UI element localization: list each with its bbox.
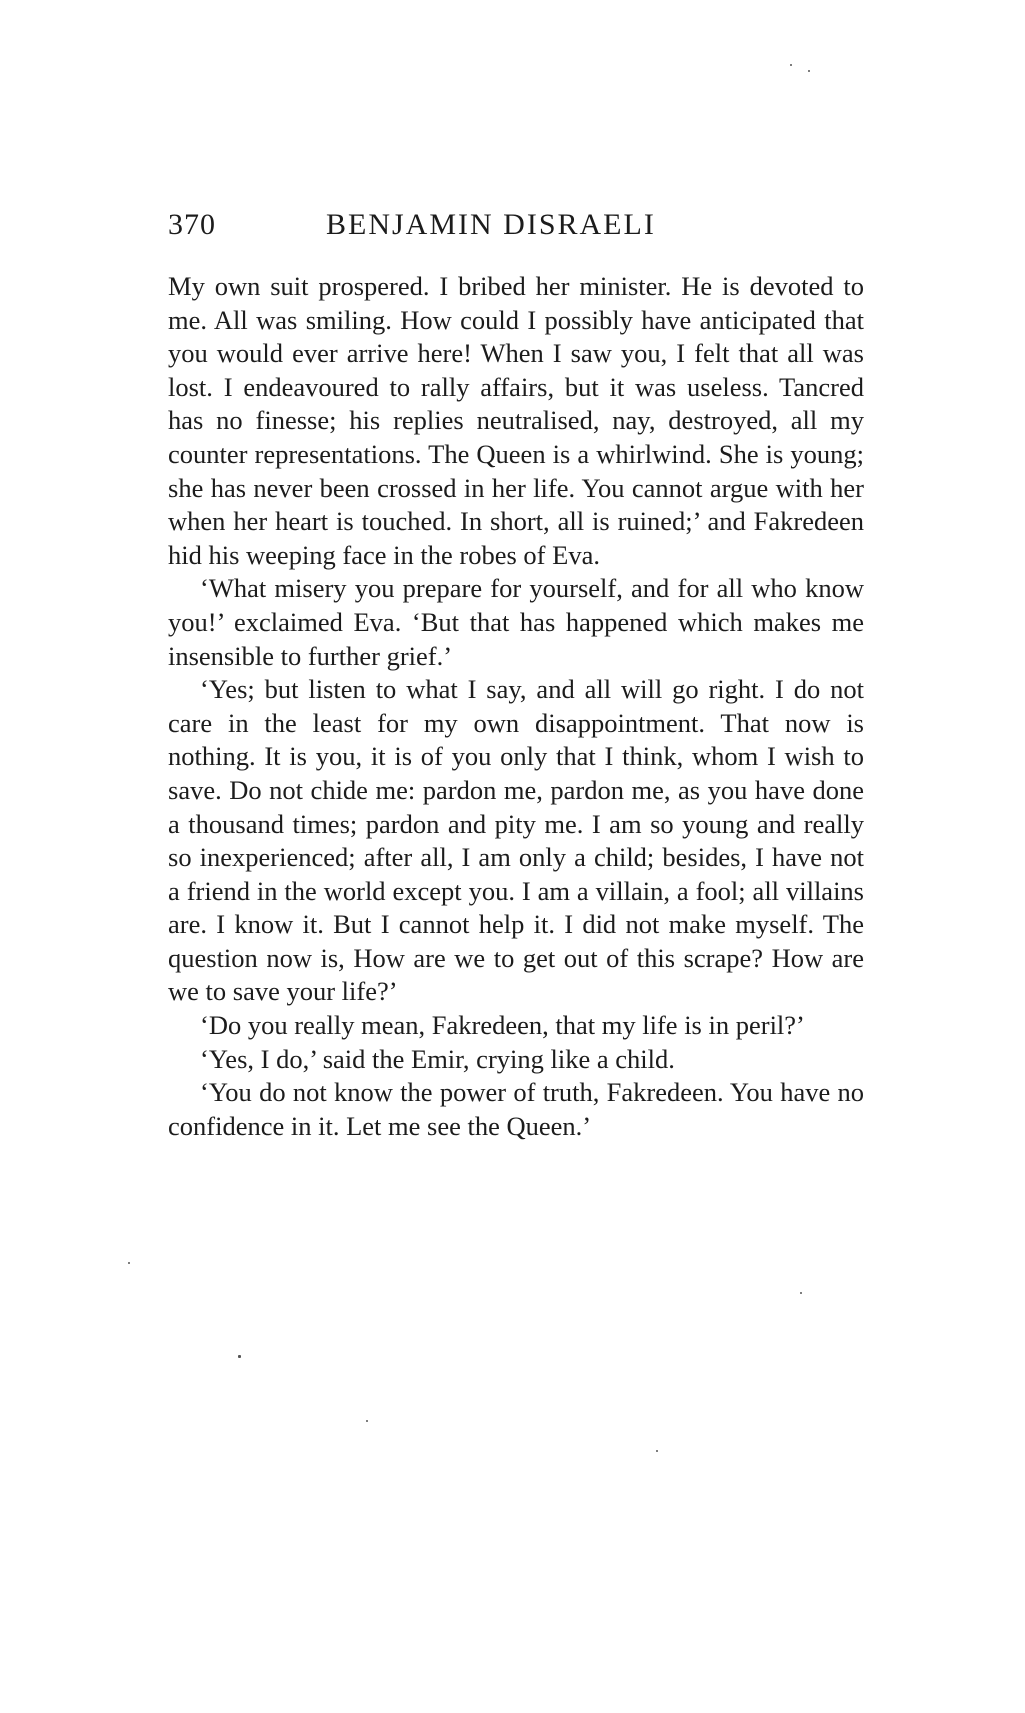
running-head: BENJAMIN DISRAELI bbox=[326, 208, 656, 241]
paragraph: ‘You do not know the power of truth, Fakredeen. You have no confidence in it. Let me see the Queen.’ bbox=[168, 1077, 864, 1141]
paragraph: ‘Yes; but listen to what I say, and all will go right. I do not care in the least for my own disappointment. That now is nothing. It is you, it is of you only that I think, whom I wish to save. Do not chide me: pardon me, pardon me, as you have done a thousand times; pardon and pity me. I am so young and really so inexperienced; after all, I am only a child; besides, I have not a friend in the world except you. I am a villain, a fool; all villains are. I know it. But I cannot help it. I did not make myself. The question now is, How are we to get out of this scrape? How are we to save your life?’ bbox=[168, 674, 864, 1007]
page-header bbox=[168, 208, 864, 248]
paper-speck bbox=[808, 70, 810, 72]
paragraph: ‘What misery you prepare for yourself, and for all who know you!’ exclaimed Eva. ‘But that has happened which makes me insensible to further grief.’ bbox=[168, 573, 864, 671]
paragraph: ‘Yes, I do,’ said the Emir, crying like a child. bbox=[200, 1043, 675, 1074]
body-text bbox=[168, 270, 864, 1143]
paper-speck bbox=[238, 1355, 241, 1358]
paper-speck bbox=[366, 1420, 368, 1422]
paragraph: ‘Do you really mean, Fakredeen, that my life is in peril?’ bbox=[200, 1010, 805, 1041]
paper-speck bbox=[790, 64, 792, 66]
paper-speck bbox=[128, 1262, 130, 1264]
paper-speck bbox=[800, 1292, 802, 1294]
page-number: 370 bbox=[168, 208, 216, 241]
paragraph: My own suit prospered. I bribed her minister. He is devoted to me. All was smiling. How could I possibly have anticipated that you would ever arrive here! When I saw you, I felt that all was lost. I endeavoured to rally affairs, but it was useless. Tancred has no finesse; his replies neutralised, nay, destroyed, all my counter representations. The Queen is a whirlwind. She is young; she has never been crossed in her life. You cannot argue with her when her heart is touched. In short, all is ruined;’ and Fakredeen hid his weeping face in the robes of Eva. bbox=[168, 271, 864, 570]
paper-speck bbox=[656, 1450, 658, 1452]
